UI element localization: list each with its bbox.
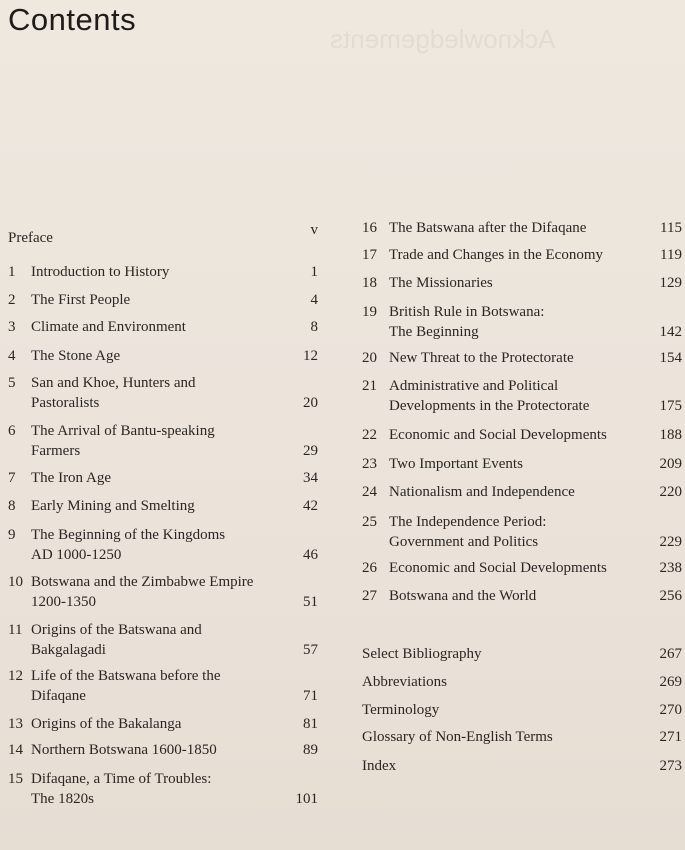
toc-entry-title: San and Khoe, Hunters and [31,375,196,391]
toc-entry-page: 71 [303,688,318,704]
toc-entry [362,672,682,692]
toc-entry [8,222,318,248]
toc-entry [362,245,682,265]
toc-entry-title: The Beginning [389,324,479,340]
toc-entry-page: 101 [295,791,318,807]
toc-entry-title: Select Bibliography [362,646,482,662]
toc-entry-page: 269 [659,674,682,690]
toc-entry [362,727,682,747]
toc-entry-page: 29 [303,443,318,459]
toc-entry-page: 34 [303,470,318,486]
toc-entry-page: 271 [659,729,682,745]
toc-entry-title: 1200-1350 [31,594,96,610]
toc-entry-page: 81 [303,716,318,732]
toc-entry-page: 129 [659,275,682,291]
toc-entry-title: AD 1000-1250 [31,547,122,563]
toc-entry-page: 4 [310,292,318,308]
toc-entry-page: 273 [659,758,682,774]
toc-entry-page: 51 [303,594,318,610]
toc-entry-title: The 1820s [31,791,94,807]
toc-entry-title: Origins of the Bakalanga [31,716,182,732]
toc-entry-title: The Batswana after the Difaqane [389,220,587,236]
toc-entry-number: 1 [8,264,16,280]
toc-entry-number: 19 [362,304,377,320]
toc-entry-title: Early Mining and Smelting [31,498,195,514]
toc-entry-number: 7 [8,470,16,486]
toc-entry-number: 24 [362,484,377,500]
toc-entry [362,376,682,416]
toc-entry-number: 14 [8,742,23,758]
toc-entry [8,290,318,310]
toc-entry-number: 2 [8,292,16,308]
toc-entry-title: British Rule in Botswana: [389,304,545,320]
toc-entry-title: Glossary of Non-English Terms [362,729,553,745]
toc-entry-page: v [310,222,318,238]
toc-entry [362,302,682,342]
toc-entry-title: Index [362,758,397,774]
toc-entry-number: 11 [8,622,23,638]
toc-entry-title: Introduction to History [31,264,170,280]
toc-entry-page: 220 [659,484,682,500]
toc-entry-number: 20 [362,350,377,366]
toc-entry [8,769,318,809]
toc-entry-title: Preface [8,230,53,246]
toc-entry-title: Origins of the Batswana and [31,622,202,638]
toc-entry-number: 16 [362,220,377,236]
toc-entry-title: Terminology [362,702,440,718]
toc-entry-number: 26 [362,560,377,576]
toc-entry-number: 21 [362,378,377,394]
toc-entry-page: 256 [659,588,682,604]
toc-entry-title: Economic and Social Developments [389,427,607,443]
toc-entry [8,346,318,366]
toc-entry-title: Developments in the Protectorate [389,398,590,414]
toc-entry-title: Climate and Environment [31,319,186,335]
toc-entry-page: 8 [310,319,318,335]
toc-entry-title: Farmers [31,443,81,459]
toc-entry-title: The First People [31,292,131,308]
toc-entry [362,558,682,578]
toc-entry-title: Life of the Batswana before the [31,668,221,684]
toc-entry [362,425,682,445]
toc-entry [362,454,682,474]
toc-entry-title: Trade and Changes in the Economy [389,247,603,263]
toc-entry [8,262,318,282]
toc-entry-page: 42 [303,498,318,514]
toc-entry [8,373,318,413]
toc-entry-page: 154 [659,350,682,366]
toc-entry [362,756,682,776]
toc-entry-title: The Missionaries [389,275,493,291]
toc-entry [8,496,318,516]
toc-entry-title: The Independence Period: [389,514,547,530]
toc-entry-title: Economic and Social Developments [389,560,607,576]
toc-entry-title: Pastoralists [31,395,100,411]
toc-entry-number: 3 [8,319,16,335]
toc-entry-number: 5 [8,375,16,391]
toc-entry [8,572,318,612]
toc-entry-page: 115 [660,220,682,236]
page-title: Contents [8,2,137,37]
toc-entry-number: 6 [8,423,16,439]
toc-entry [8,740,318,760]
toc-entry-number: 17 [362,247,377,263]
toc-entry-page: 238 [659,560,682,576]
toc-entry-page: 270 [659,702,682,718]
toc-entry-title: Bakgalagadi [31,642,106,658]
toc-entry [362,512,682,552]
toc-entry-number: 10 [8,574,23,590]
toc-entry-title: Difaqane, a Time of Troubles: [31,771,212,787]
toc-entry [362,482,682,502]
toc-entry-title: The Stone Age [31,348,121,364]
toc-entry-title: Two Important Events [389,456,523,472]
toc-entry-page: 46 [303,547,318,563]
toc-entry-page: 1 [310,264,318,280]
toc-entry-page: 175 [659,398,682,414]
toc-entry-title: The Beginning of the Kingdoms [31,527,226,543]
toc-entry-number: 25 [362,514,377,530]
toc-entry [362,586,682,606]
toc-entry-number: 4 [8,348,16,364]
toc-entry-page: 119 [660,247,682,263]
toc-entry-title: Administrative and Political [389,378,559,394]
toc-entry-title: The Iron Age [31,470,111,486]
toc-entry-title: Botswana and the Zimbabwe Empire [31,574,254,590]
toc-entry-page: 89 [303,742,318,758]
toc-entry-number: 22 [362,427,377,443]
toc-entry [362,218,682,238]
toc-entry-page: 57 [303,642,318,658]
toc-entry-page: 209 [659,456,682,472]
toc-entry-title: Northern Botswana 1600-1850 [31,742,217,758]
toc-entry-title: Government and Politics [389,534,539,550]
toc-entry [8,317,318,337]
toc-entry-page: 188 [659,427,682,443]
toc-entry-page: 267 [659,646,682,662]
toc-entry [362,700,682,720]
toc-entry [8,666,318,706]
toc-entry-title: Difaqane [31,688,86,704]
toc-entry-number: 13 [8,716,23,732]
show-through-text: Acknowledgements [330,24,556,54]
toc-entry [8,714,318,734]
toc-entry [362,273,682,293]
toc-entry-page: 229 [659,534,682,550]
toc-entry-number: 8 [8,498,16,514]
toc-entry-page: 20 [303,395,318,411]
toc-entry-title: Nationalism and Independence [389,484,575,500]
toc-entry-title: Abbreviations [362,674,447,690]
toc-entry-number: 27 [362,588,377,604]
toc-entry-title: New Threat to the Protectorate [389,350,574,366]
toc-entry-number: 12 [8,668,23,684]
toc-entry-number: 18 [362,275,377,291]
toc-entry [8,525,318,565]
toc-entry-title: Botswana and the World [389,588,537,604]
toc-entry-number: 9 [8,527,16,543]
toc-entry-page: 142 [659,324,682,340]
toc-entry [362,348,682,368]
toc-entry [362,644,682,664]
toc-entry [8,421,318,461]
toc-entry [8,468,318,488]
toc-entry-page: 12 [303,348,318,364]
toc-entry-title: The Arrival of Bantu-speaking [31,423,215,439]
toc-entry-number: 15 [8,771,23,787]
toc-entry [8,620,318,660]
toc-entry-number: 23 [362,456,377,472]
